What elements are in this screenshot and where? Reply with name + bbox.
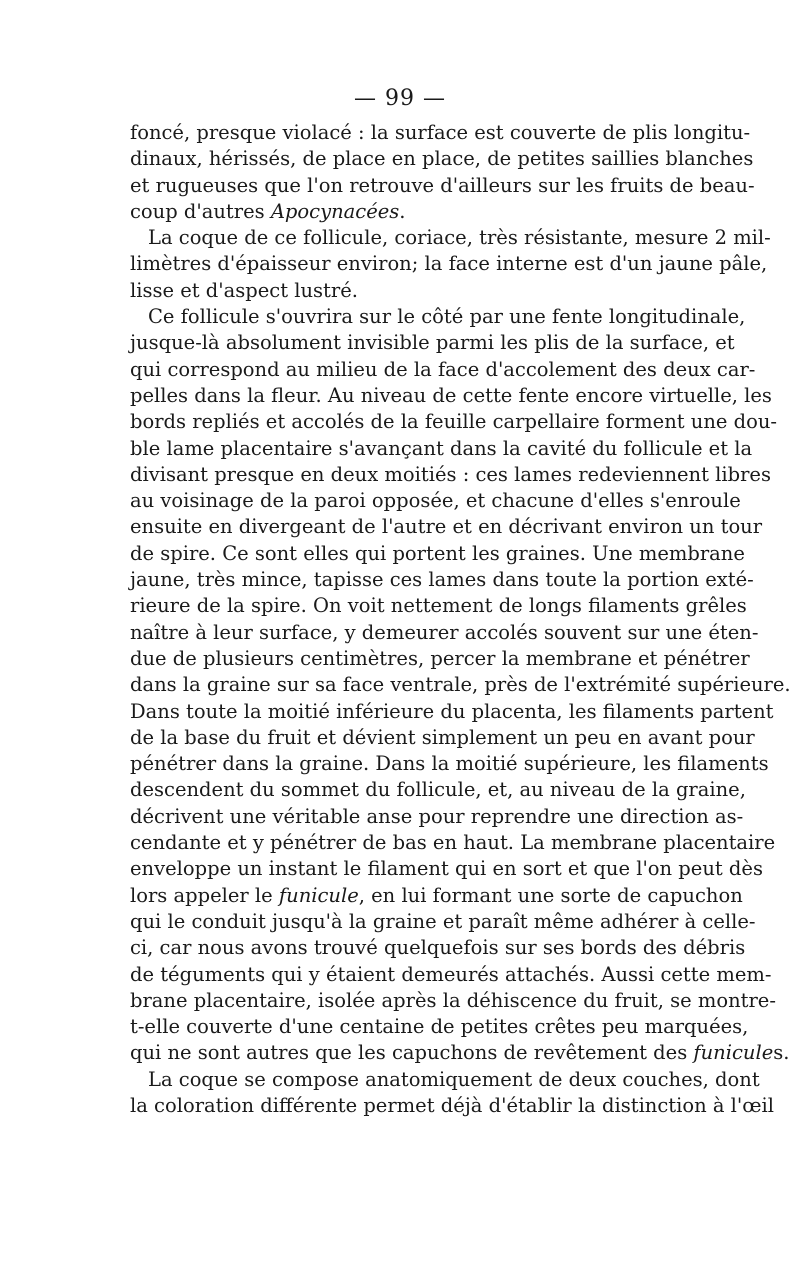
text-line: naître à leur surface, y demeurer accolés souvent sur une éten- bbox=[130, 620, 759, 644]
text-line: divisant presque en deux moitiés : ces lames redeviennent libres bbox=[130, 462, 771, 486]
text-line: de téguments qui y étaient demeurés attachés. Aussi cette mem- bbox=[130, 962, 772, 986]
text-line: bords repliés et accolés de la feuille carpellaire forment une dou- bbox=[130, 410, 778, 434]
text-line: qui ne sont autres que les capuchons de revêtement des funicules. bbox=[130, 1041, 790, 1065]
text-line: au voisinage de la paroi opposée, et chacune d'elles s'enroule bbox=[130, 489, 741, 513]
text-line: jusque-là absolument invisible parmi les plis de la surface, et bbox=[130, 331, 735, 355]
text-line: lisse et d'aspect lustré. bbox=[130, 278, 358, 302]
text-line: et rugueuses que l'on retrouve d'ailleurs sur les fruits de beau- bbox=[130, 173, 755, 197]
text-line: t-elle couverte d'une centaine de petites crêtes peu marquées, bbox=[130, 1015, 749, 1039]
text-line: dinaux, hérissés, de place en place, de petites saillies blanches bbox=[130, 147, 754, 171]
text-line: cendante et y pénétrer de bas en haut. La membrane placentaire bbox=[130, 831, 776, 855]
text-line: brane placentaire, isolée après la déhiscence du fruit, se montre- bbox=[130, 988, 776, 1012]
text-line: qui correspond au milieu de la face d'accolement des deux car- bbox=[130, 357, 756, 381]
text-line: limètres d'épaisseur environ; la face interne est d'un jaune pâle, bbox=[130, 252, 768, 276]
text-line: dans la graine sur sa face ventrale, près de l'extrémité supérieure. bbox=[130, 673, 791, 697]
text-line: lors appeler le funicule, en lui formant une sorte de capuchon bbox=[130, 883, 743, 907]
text-line: jaune, très mince, tapisse ces lames dans toute la portion exté- bbox=[130, 568, 754, 592]
text-line: foncé, presque violacé : la surface est couverte de plis longitu- bbox=[130, 121, 751, 144]
text-line: de spire. Ce sont elles qui portent les graines. Une membrane bbox=[130, 541, 745, 565]
text-line: La coque de ce follicule, coriace, très résistante, mesure 2 mil- bbox=[148, 226, 771, 250]
text-line: décrivent une véritable anse pour reprendre une direction as- bbox=[130, 804, 744, 828]
page-number: — 99 — bbox=[354, 86, 446, 111]
text-line: ensuite en divergeant de l'autre et en décrivant environ un tour bbox=[130, 515, 763, 539]
text-line: ble lame placentaire s'avançant dans la cavité du follicule et la bbox=[130, 436, 753, 460]
text-line: enveloppe un instant le filament qui en sort et que l'on peut dès bbox=[130, 857, 763, 881]
text-line: pelles dans la fleur. Au niveau de cette fente encore virtuelle, les bbox=[130, 383, 772, 407]
text-line: La coque se compose anatomiquement de deux couches, dont bbox=[148, 1067, 760, 1091]
text-line: due de plusieurs centimètres, percer la membrane et pénétrer bbox=[130, 646, 750, 670]
text-line: descendent du sommet du follicule, et, au niveau de la graine, bbox=[130, 778, 746, 802]
text-line: la coloration différente permet déjà d'établir la distinction à l'œil bbox=[130, 1093, 775, 1117]
text-line: rieure de la spire. On voit nettement de longs filaments grêles bbox=[130, 594, 747, 618]
text-line: de la base du fruit et dévient simplement un peu en avant pour bbox=[130, 725, 755, 749]
text-line: coup d'autres Apocynacées. bbox=[130, 199, 406, 223]
text-line: pénétrer dans la graine. Dans la moitié supérieure, les filaments bbox=[130, 752, 769, 776]
text-line: ci, car nous avons trouvé quelquefois sur ses bords des débris bbox=[130, 936, 746, 960]
text-line: Ce follicule s'ouvrira sur le côté par une fente longitudinale, bbox=[148, 305, 746, 329]
text-line: Dans toute la moitié inférieure du placenta, les filaments partent bbox=[130, 699, 774, 723]
text-line: qui le conduit jusqu'à la graine et paraît même adhérer à celle- bbox=[130, 909, 756, 933]
body-text bbox=[130, 120, 791, 1119]
